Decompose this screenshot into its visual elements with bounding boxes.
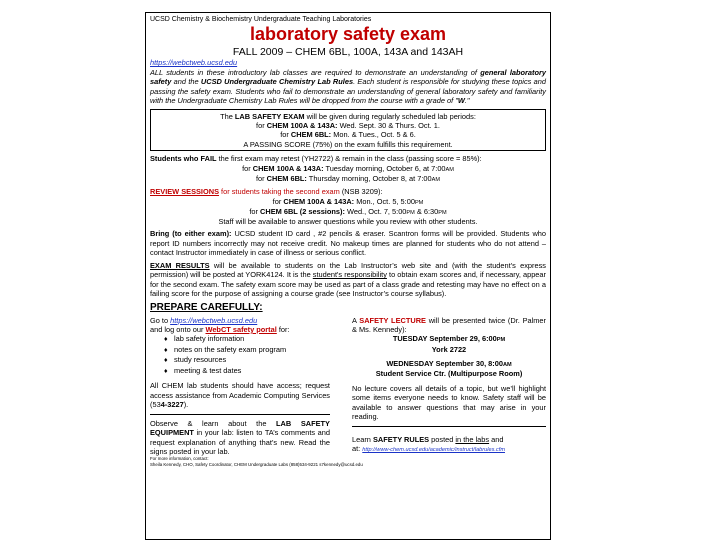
review-course: CHEM 100A & 143A: <box>283 196 355 206</box>
review-date: Mon., Oct. 5, 5:00 <box>354 196 415 206</box>
webct-link-2[interactable]: https://webctweb.ucsd.edu <box>170 315 258 325</box>
intro-bold-safety: general laboratory safety <box>150 67 546 87</box>
access-text <box>150 381 330 409</box>
observe-body: Observe & learn about the <box>150 418 277 428</box>
footer <box>150 456 546 466</box>
bullet-text: lab safety information <box>174 334 245 344</box>
results-text: will be available to students on the Lab Instructor’s web site and (with the student's express permission) will be posted at YORK4124. It is the <box>150 260 546 280</box>
page-subtitle: FALL 2009 – CHEM 6BL, 100A, 143A and 143AH <box>232 45 464 58</box>
exam-course: CHEM 6BL: <box>290 130 332 140</box>
divider <box>352 426 546 427</box>
bring-section <box>150 229 546 257</box>
exam-line-4: A PASSING SCORE (75%) on the exam fulfills this requirement. <box>243 139 453 149</box>
review-course: CHEM 6BL (2 sessions): <box>260 206 345 216</box>
bring-heading: Bring (to either exam): <box>150 229 232 239</box>
footer-contact-label: For more information, contact: <box>150 456 209 462</box>
access-body: All CHEM lab students should have access; request access assistance from Academic Computing Services (53 <box>150 381 330 410</box>
diamond-bullet-icon: ♦ <box>164 357 168 365</box>
review-ampm: PM <box>414 199 424 206</box>
review-date: Wed., Oct. 7, 5:00 <box>344 206 407 216</box>
fail-section <box>150 154 546 184</box>
results-section <box>150 261 546 299</box>
exam-line-1 <box>153 112 543 121</box>
exam-text: The <box>220 111 235 121</box>
lecture-body: will be presented twice (Dr. Palmer & Ms. Kennedy): <box>352 315 546 334</box>
lecture-date: TUESDAY September 29, 6:00 <box>392 334 497 344</box>
results-responsibility: student's responsibility <box>312 270 387 280</box>
fail-ampm: AM <box>445 166 454 173</box>
footer-contact: Sheila Kennedy, CHO, Safety Coordinator, CHEM Undergraduate Labs (858)534-9221 s7kennedy@ucsd.edu <box>150 461 363 467</box>
lecture-ampm: PM <box>496 337 506 344</box>
lecture-ampm: AM <box>502 362 512 369</box>
webct-portal-link[interactable]: WebCT safety portal <box>205 324 277 334</box>
exam-text: for <box>256 120 267 130</box>
exam-line-2 <box>153 121 543 130</box>
fail-course: CHEM 100A & 143A: <box>252 163 324 173</box>
intro-text: . Each student is responsible for studying these topics and passing the safety exam. Students who fail to demonstrate an understanding of general laboratory safety and familiarity with the Undergraduate Chemistry Lab Rules will be dropped from the course with a grade of " <box>150 77 546 106</box>
access-phone: 4-3227 <box>160 400 184 410</box>
observe-text <box>150 419 330 457</box>
fail-course: CHEM 6BL: <box>266 174 307 184</box>
exam-course: CHEM 100A & 143A: <box>266 120 338 130</box>
intro-text: ALL students in these introductory lab classes are required to demonstrate an understanding of <box>150 67 481 77</box>
lecture-body: A <box>352 315 360 325</box>
rules-text: at: <box>352 444 363 454</box>
rules-url-line <box>352 444 546 454</box>
prepare-columns <box>150 316 546 457</box>
exam-text: for <box>280 130 291 140</box>
flyer-page <box>145 12 551 540</box>
results-heading: EXAM RESULTS <box>150 260 210 270</box>
bullet-item <box>150 334 330 344</box>
intro-paragraph <box>150 68 546 106</box>
lecture-2-location: Student Service Ctr. (Multipurpose Room) <box>375 369 523 379</box>
rules-line <box>352 435 546 444</box>
department-header: UCSD Chemistry & Biochemistry Undergraduate Teaching Laboratories <box>150 16 372 23</box>
lab-rules-link[interactable]: http://www-chem.ucsd.edu/academic/instruct/labrules.cfm <box>362 447 505 454</box>
rules-text: and <box>489 434 504 444</box>
diamond-bullet-icon: ♦ <box>164 336 168 344</box>
exam-title: LAB SAFETY EXAM <box>234 111 305 121</box>
review-text: for <box>272 196 284 206</box>
diamond-bullet-icon: ♦ <box>164 367 168 375</box>
lecture-title: SAFETY LECTURE <box>359 315 426 325</box>
exam-date: Wed. Sept. 30 & Thurs. Oct. 1. <box>337 120 440 130</box>
lecture-2-time <box>352 359 546 369</box>
intro-bold-rules: UCSD Undergraduate Chemistry Lab Rules <box>200 77 354 87</box>
bullet-text: meeting & test dates <box>174 365 242 375</box>
fail-heading: Students who FAIL <box>150 154 217 164</box>
fail-text: the first exam may retest (YH2722) & remain in the class (passing score = 85%): <box>216 154 482 164</box>
rules-title: SAFETY RULES <box>372 434 430 444</box>
bring-text: UCSD student ID card , #2 pencils & eraser. Scantron forms will be provided. Students who report ID numbers incorrectly may not receive credit. No makeup times are planned for students who do not attend – contact Instructor immediately in case of illness or serious conflict. <box>150 229 546 258</box>
rules-text: posted <box>429 434 456 444</box>
prepare-text: for: <box>276 324 290 334</box>
rules-text: Learn <box>352 434 373 444</box>
review-text: for <box>249 206 261 216</box>
review-date: & 6:30 <box>414 206 439 216</box>
review-section <box>150 187 546 226</box>
bullet-item <box>150 345 330 355</box>
fail-text: for <box>255 174 267 184</box>
no-lecture-text: No lecture covers all details of a topic, but we’ll highlight some items everyone needs to know. Safety staff will be available to answer questions that may arise in your reading. <box>352 383 546 422</box>
exam-schedule-box <box>150 109 546 152</box>
webct-link[interactable]: https://webctweb.ucsd.edu <box>150 58 238 68</box>
review-ampm: PM <box>406 209 415 216</box>
intro-text: ." <box>464 96 470 106</box>
review-note: Staff will be available to answer questions while you review with other students. <box>218 216 478 226</box>
prepare-heading: PREPARE CAREFULLY: <box>150 301 263 313</box>
fail-date: Tuesday morning, October 6, at 7:00 <box>323 163 446 173</box>
bullet-text: study resources <box>174 355 227 365</box>
intro-grade: W <box>457 96 465 106</box>
exam-date: Mon. & Tues., Oct. 5 & 6. <box>331 130 416 140</box>
prepare-text: Go to <box>150 315 171 325</box>
observe-equipment: LAB SAFETY EQUIPMENT <box>150 418 330 438</box>
review-heading: REVIEW SESSIONS <box>150 187 219 197</box>
lecture-1-location: York 2722 <box>431 344 467 354</box>
access-body: ). <box>183 400 189 410</box>
review-ampm: PM <box>438 209 447 216</box>
bullet-item <box>150 366 330 376</box>
fail-date: Thursday morning, October 8, at 7:00 <box>306 174 432 184</box>
prepare-left-column <box>150 316 330 457</box>
bullet-item <box>150 355 330 365</box>
divider <box>150 414 330 415</box>
bullet-text: notes on the safety exam program <box>174 344 287 354</box>
intro-text: and the <box>171 77 201 87</box>
results-text: to obtain exam scores and, if necessary, appear for the second exam. The safety exam score may be used as part of a class grade and retesting may have no effect on a failing score for the purpose of assigning a course grade (see Instructor’s course syllabus). <box>150 270 546 299</box>
prepare-right-column <box>352 316 546 457</box>
lecture-date: WEDNESDAY September 30, 8:00 <box>386 359 503 369</box>
prepare-text: and log onto our <box>150 324 206 334</box>
exam-text: will be given during regularly scheduled lab periods: <box>304 111 476 121</box>
exam-line-3 <box>153 130 543 139</box>
observe-body: in your lab: listen to TA’s comments and request explanation of anything that’s new. Read the signs posted in your lab. <box>150 428 330 456</box>
review-text: for students taking the second exam <box>219 187 340 197</box>
lecture-text <box>352 316 546 335</box>
lecture-1-time <box>352 334 546 344</box>
intro-url[interactable] <box>150 58 546 67</box>
review-location: (NSB 3209): <box>339 187 383 197</box>
rules-in-labs: in the labs <box>455 434 490 444</box>
fail-text: for <box>242 163 253 173</box>
fail-ampm: AM <box>431 177 441 184</box>
diamond-bullet-icon: ♦ <box>164 346 168 354</box>
page-title: laboratory safety exam <box>249 23 447 44</box>
